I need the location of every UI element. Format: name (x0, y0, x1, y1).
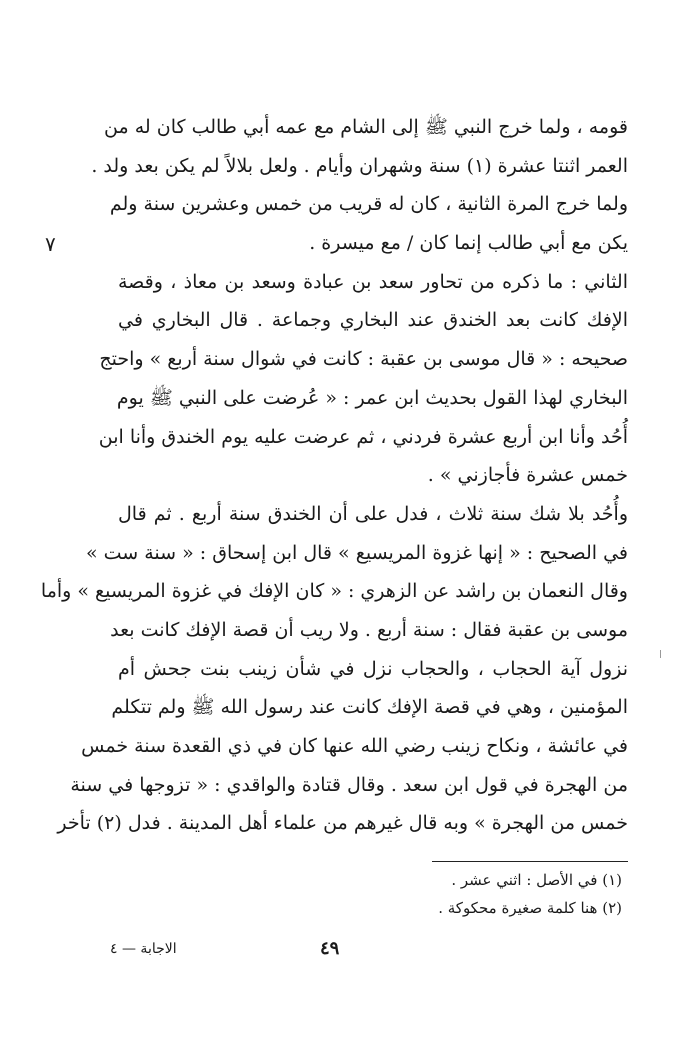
main-text (40, 108, 628, 843)
footnote: (١) في الأصل : اثني عشر . (451, 871, 622, 889)
scan-mark (660, 650, 661, 658)
text-line: العمر اثنتا عشرة (١) سنة وشهران وأيام . ولعل بلالاً لم يكن بعد ولد . (91, 154, 628, 177)
text-line: خمس عشرة فأجازني » . (427, 464, 628, 487)
text-line: خمس من الهجرة » وبه قال غيرهم من علماء أهل المدينة . فدل (٢) تأخر (57, 812, 628, 835)
running-title: الاجابة — ٤ (110, 941, 177, 957)
text-line: أُحُد وأنا ابن أربع عشرة فردني ، ثم عرضت عليه يوم الخندق وأنا ابن (98, 425, 628, 448)
footnotes (300, 866, 622, 922)
text-line: قومه ، ولما خرج النبي ﷺ إلى الشام مع عمه أبي طالب كان له من (104, 116, 628, 138)
text-line: موسى بن عقبة فقال : سنة أربع . ولا ريب أن قصة الإفك كانت بعد (110, 618, 628, 641)
text-line: وأُحُد بلا شك سنة ثلاث ، فدل على أن الخندق سنة أربع . ثم قال (118, 502, 628, 525)
text-line: المؤمنين ، وهي في قصة الإفك كانت عند رسول الله ﷺ ولم تتكلم (111, 696, 628, 719)
footnote: (٢) هنا كلمة صغيرة محكوكة . (438, 899, 622, 917)
text-line: يكن مع أبي طالب إنما كان / مع ميسرة . (309, 232, 628, 255)
text-line: نزول آية الحجاب ، والحجاب نزل في شأن زينب بنت جحش أم (118, 657, 628, 680)
text-line: الإفك كانت بعد الخندق عند البخاري وجماعة . قال البخاري في (118, 309, 628, 332)
text-line: البخاري لهذا القول بحديث ابن عمر : « عُرضت على النبي ﷺ يوم (116, 386, 628, 409)
footnote-separator (432, 861, 628, 862)
page-number: ٤٩ (320, 938, 340, 959)
text-line: في عائشة ، ونكاح زينب رضي الله عنها كان في ذي القعدة سنة خمس (81, 735, 628, 757)
text-line: الثاني : ما ذكره من تحاور سعد بن عبادة وسعد بن معاذ ، وقصة (118, 270, 628, 293)
text-line: ولما خرج المرة الثانية ، كان له قريب من خمس وعشرين سنة ولم (109, 193, 628, 216)
text-line: من الهجرة في قول ابن سعد . وقال قتادة والواقدي : « تزوجها في سنة (70, 773, 628, 796)
text-line: صحيحه : « قال موسى بن عقبة : كانت في شوال سنة أربع » واحتج (99, 348, 628, 371)
text-line: وقال النعمان بن راشد عن الزهري : « كان الإفك في غزوة المريسيع » وأما (40, 580, 628, 603)
text-line: في الصحيح : « إنها غزوة المريسيع » قال ابن إسحاق : « سنة ست » (85, 541, 628, 564)
margin-folio-number: ٧ (45, 232, 56, 256)
